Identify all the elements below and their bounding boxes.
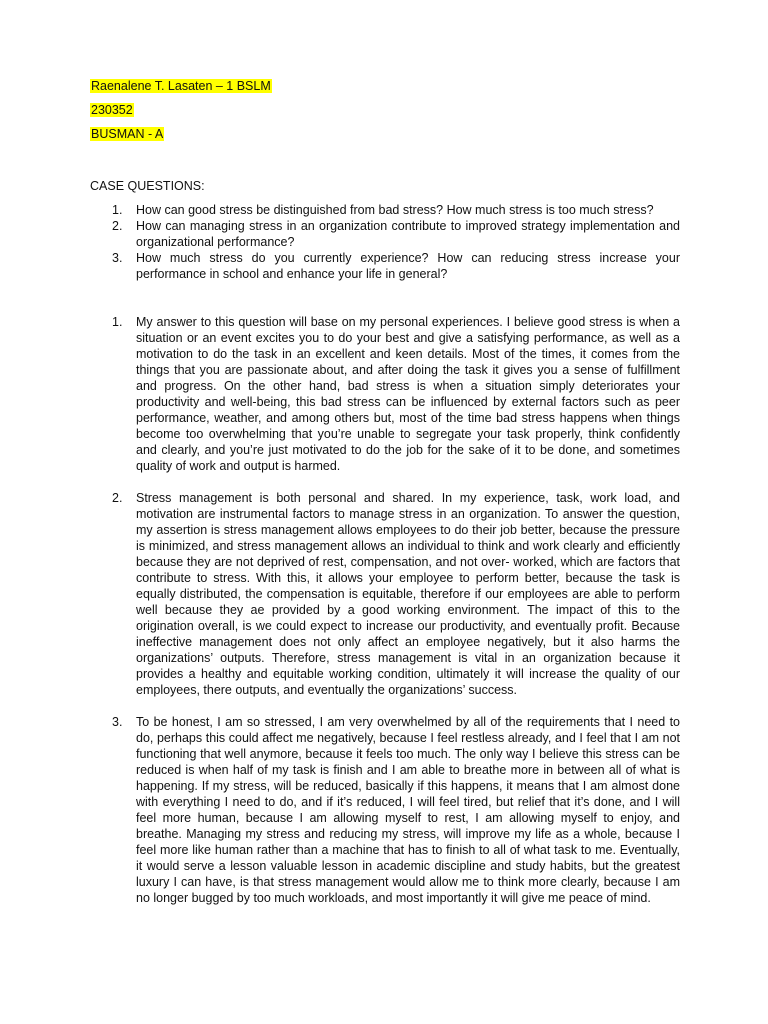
- answer-item: [90, 314, 680, 474]
- student-name: Raenalene T. Lasaten – 1 BSLM: [91, 79, 271, 93]
- answer-text: To be honest, I am so stressed, I am very overwhelmed by all of the requirements that I need to do, perhaps this could affect me negatively, because I feel restless already, and I feel that I am not functioning that well anymore, because it feels too much. The only way I believe this stress can be reduced is when half of my task is finish and I am able to breathe more in between all of what is happening. If my stress, will be reduced, basically if this happens, it means that I am almost done with everything I need to do, and if it’s reduced, I will feel tired, but relief that it’s done, and I will feel more human, because I am allowing myself to rest, I am allowing myself to enjoy, and breathe. Managing my stress and reducing my stress, will improve my life as a whole, because I feel more like human rather than a machine that has to finish to all of what task to me. Eventually, it would serve a lesson valuable lesson in academic discipline and study habits, but the greatest luxury I can have, is that stress management would allow me to think more clearly, because I am no longer bugged by too much workloads, and most importantly it will give me peace of mind.: [136, 715, 680, 905]
- question-number: 2.: [112, 219, 123, 233]
- section-line: [90, 126, 272, 142]
- case-questions-heading: CASE QUESTIONS:: [90, 179, 205, 193]
- id-line: [90, 102, 272, 118]
- question-text: How can managing stress in an organization contribute to improved strategy implementation and organizational performance?: [136, 219, 680, 249]
- question-number: 3.: [112, 251, 123, 265]
- question-item: [90, 218, 680, 250]
- answer-text: My answer to this question will base on my personal experiences. I believe good stress is when a situation or an event excites you to do your best and give a satisfying performance, as well as a motivation to do the task in an excellent and keen details. Most of the times, it comes from the things that you are passionate about, and after doing the task it gives you a sense of fulfillment and progress. On the other hand, bad stress is when a situation simply deteriorates your productivity and well-being, this bad stress can be influenced by external factors such as peer performance, weather, and among others but, most of the time bad stress happens when things become too overwhelming that you’re unable to segregate your task properly, think confidently and clearly, and you’re just motivated to do the job for the sake of it to be done, and sometimes quality of work and output is harmed.: [136, 315, 680, 473]
- question-text: How can good stress be distinguished from bad stress? How much stress is too much stress?: [136, 203, 654, 217]
- answer-text: Stress management is both personal and shared. In my experience, task, work load, and motivation are instrumental factors to manage stress in an organization. To answer the question, my assertion is stress management allows employees to do their job better, because the pressure is minimized, and stress management allows an individual to think and work clearly and efficiently because they are not deprived of rest, compensation, and not over- worked, which are factors that contribute to stress. With this, it allows your employee to perform better, because the task is equally distributed, the compensation is equitable, therefore if our employees are able to perform well because they ae provided by a good working environment. The impact of this to the origination overall, is we could expect to increase our productivity, and eventually profit. Because ineffective management does not only affect an employee negatively, but it also harms the organizations’ outputs. Therefore, stress management is vital in an organization because it provides a healthy and equitable working condition, ultimately it will increase the quality of our employees, there outputs, and eventually the organizations’ success.: [136, 491, 680, 697]
- question-item: [90, 250, 680, 282]
- name-line: [90, 78, 272, 94]
- answer-item: [90, 490, 680, 698]
- answer-number: 1.: [112, 315, 123, 329]
- answer-item: [90, 714, 680, 906]
- question-list: [90, 202, 680, 282]
- question-number: 1.: [112, 203, 123, 217]
- answer-number: 3.: [112, 715, 123, 729]
- answer-number: 2.: [112, 491, 123, 505]
- class-section: BUSMAN - A: [91, 127, 164, 141]
- question-item: [90, 202, 680, 218]
- answer-list: [90, 314, 680, 922]
- question-text: How much stress do you currently experience? How can reducing stress increase your performance in school and enhance your life in general?: [136, 251, 680, 281]
- student-header: [90, 78, 272, 150]
- student-id: 230352: [91, 103, 133, 117]
